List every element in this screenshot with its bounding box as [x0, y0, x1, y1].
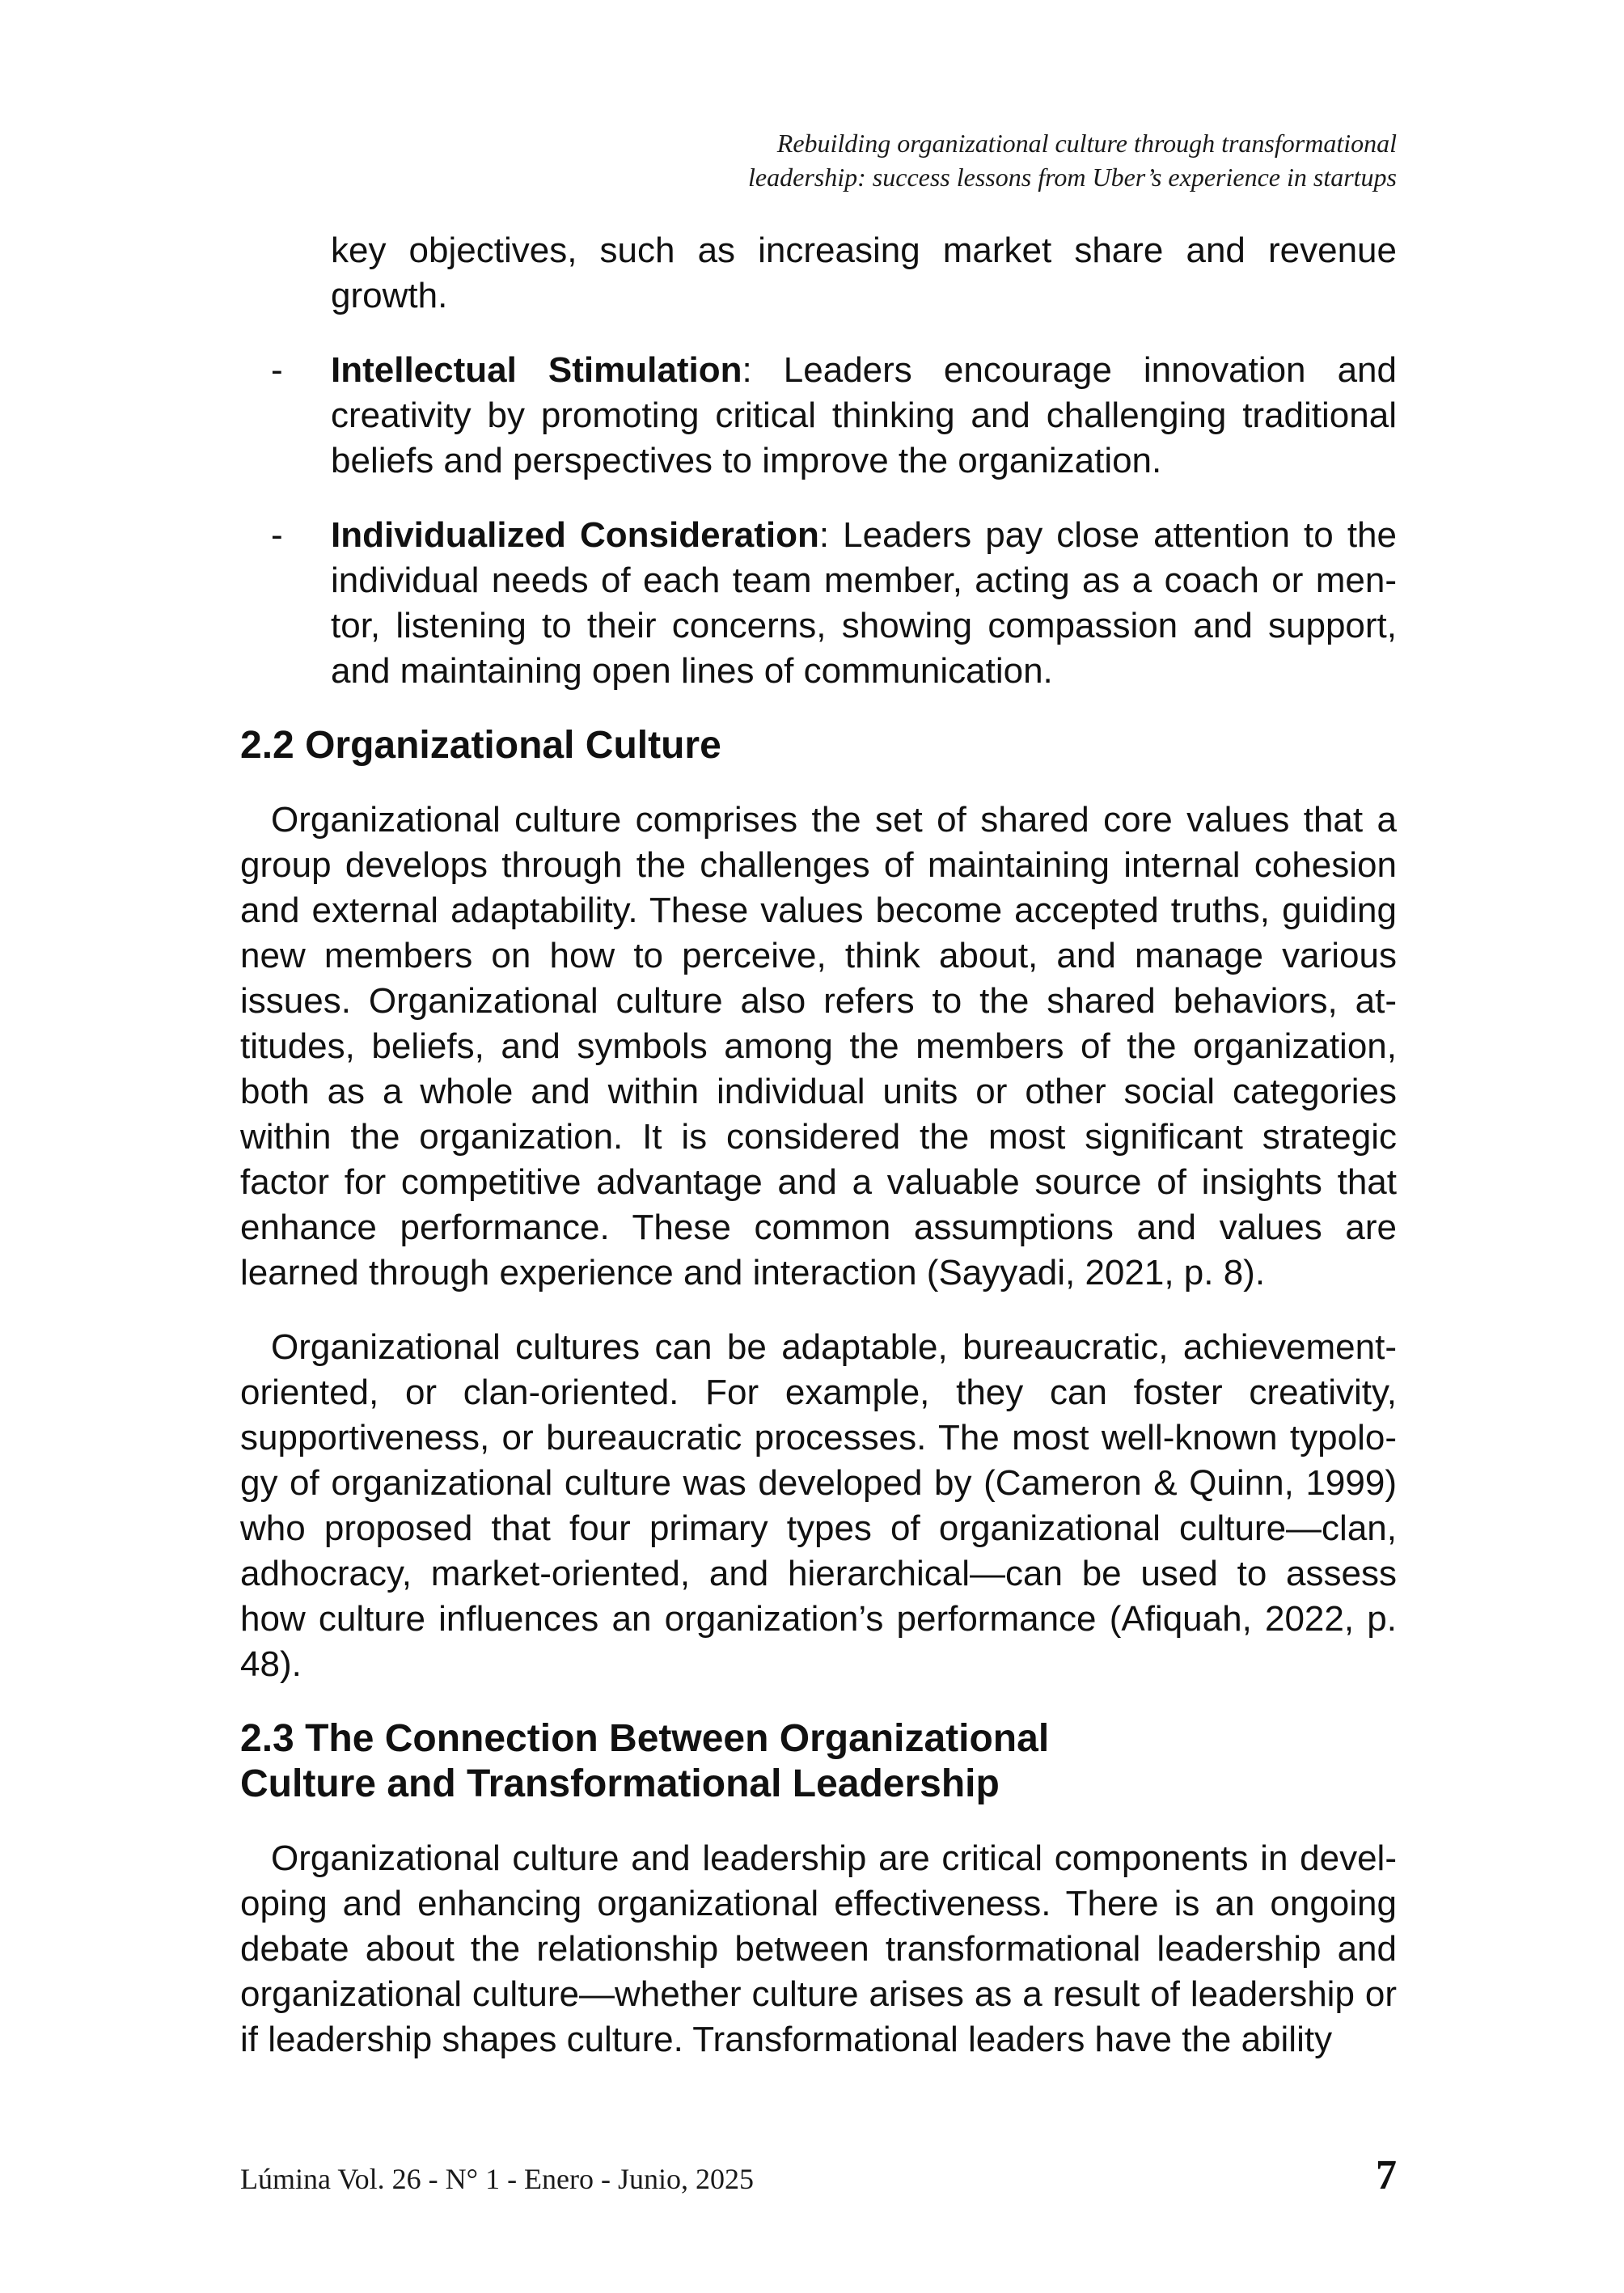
page-body: [240, 228, 1397, 2092]
bullet-intellectual-stimulation: [240, 348, 1397, 484]
section-2-3-paragraph-1: Organizational culture and leadership are critical components in developing and enhancing organizational effectiveness. There is an ongoing debate about the relationship between transformational leadership and organizational culture—whether culture arises as a result of leadership or if leadership shapes culture. Transformational leaders have the ability: [240, 1838, 1397, 2059]
running-head: [507, 126, 1397, 194]
section-2-2-paragraph-1: Organizational culture comprises the set of shared core values that a group develops through the challenges of maintaining internal cohesion and external adaptability. These values become accepted truths, guiding new members on how to perceive, think about, and manage various issues. Organizational culture also refers to the shared behaviors, attitudes, beliefs, and symbols among the members of the organization, both as a whole and within individual units or other social categories within the organization. It is considered the most significant strategic factor for competitive advantage and a valuable source of insights that enhance performance. These common assumptions and values are learned through experience and interaction (Sayyadi, 2021, p. 8).: [240, 800, 1397, 1292]
running-head-line-1: Rebuilding organizational culture through transformational: [776, 129, 1397, 158]
section-heading-2-3: 2.3 The Connection Between Organizational Culture and Transformational Leadership: [240, 1717, 1050, 1805]
bullet-text: [331, 348, 1397, 484]
bullet-description: : Leaders pay close attention to the individual needs of each team member, acting as a coach or mentor, listening to their concerns, showing compassion and support, and maintaining open lines of communication.: [331, 515, 1397, 691]
bullet-text: [331, 513, 1397, 694]
footer-journal-citation: Lúmina Vol. 26 - N° 1 - Enero - Junio, 2025: [240, 2163, 755, 2195]
section-heading-2-2: 2.2 Organizational Culture: [240, 724, 721, 767]
continuation-paragraph: key objectives, such as increasing market share and revenue growth.: [331, 231, 1397, 315]
bullet-marker: -: [271, 350, 283, 390]
bullet-term: Intellectual Stimulation: [331, 350, 742, 390]
bullet-marker: -: [271, 515, 283, 555]
bullet-individualized-consideration: [240, 513, 1397, 694]
page-number: 7: [1376, 2152, 1397, 2198]
running-head-line-2: leadership: success lessons from Uber’s experience in startups: [748, 163, 1397, 192]
section-2-2-paragraph-2: Organizational cultures can be adaptable, bureaucratic, achievement-oriented, or clan-oriented. For example, they can foster creativity, supportiveness, or bureaucratic processes. The most well-known typology of organizational culture was developed by (Cameron & Quinn, 1999) who proposed that four primary types of organizational culture—clan, adhocracy, market-oriented, and hierarchical—can be used to assess how culture influences an organization’s performance (Afiquah, 2022, p. 48).: [240, 1327, 1397, 1684]
bullet-description: : Leaders encourage innovation and creativity by promoting critical thinking and challenging traditional beliefs and perspectives to improve the organization.: [331, 350, 1397, 480]
bullet-term: Individualized Consideration: [331, 515, 819, 555]
